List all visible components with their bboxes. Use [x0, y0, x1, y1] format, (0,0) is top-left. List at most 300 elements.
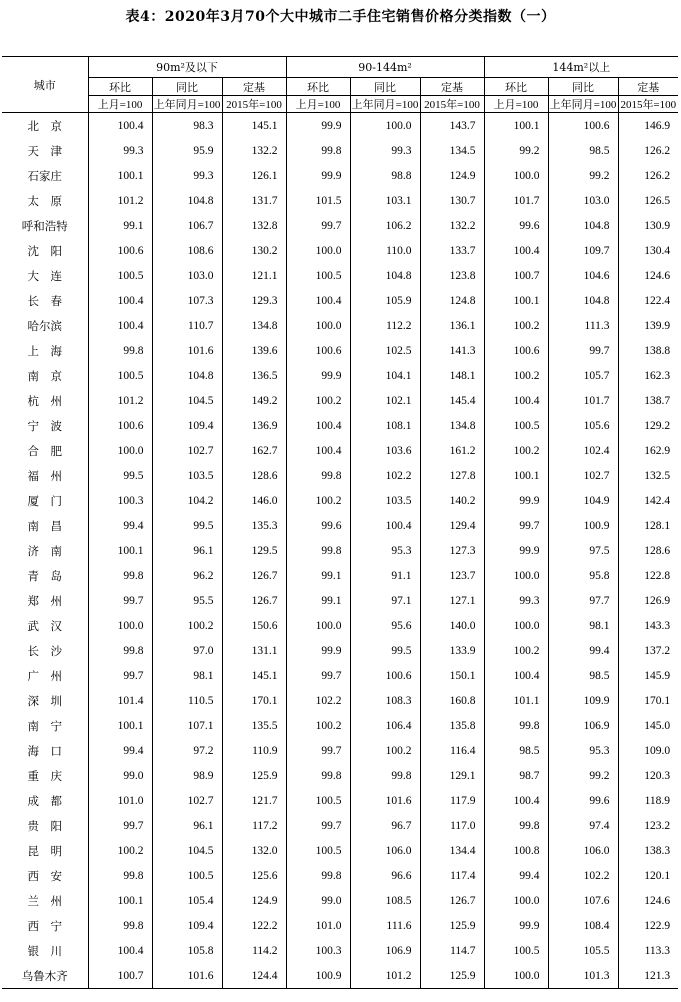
yoy-value: 97.0 [152, 638, 222, 663]
mom-value: 101.0 [286, 913, 350, 938]
fixed-base-value: 132.8 [222, 213, 286, 238]
yoy-value: 109.4 [152, 913, 222, 938]
mom-value: 100.1 [484, 288, 548, 313]
fixed-base-value: 150.6 [222, 613, 286, 638]
table-title: 表4：2020年3月70个大中城市二手住宅销售价格分类指数（一） [125, 9, 556, 25]
fixed-base-value: 126.2 [644, 144, 671, 157]
city-name: 福 州 [2, 463, 88, 488]
yoy-value: 104.5 [152, 838, 222, 863]
table-row [2, 363, 678, 388]
table-row [2, 613, 678, 638]
mom-value: 99.7 [484, 513, 548, 538]
city-name: 深 圳 [2, 688, 88, 713]
mom-value: 99.8 [286, 763, 350, 788]
yoy-value: 96.2 [152, 563, 222, 588]
yoy-value: 110.7 [152, 313, 222, 338]
mom-value: 100.4 [88, 113, 152, 139]
fixed-base-value: 138.8 [644, 344, 671, 357]
table-row [2, 288, 678, 313]
city-name: 天 津 [2, 138, 88, 163]
sub-header-yoy: 同比 [548, 78, 618, 96]
base-label-fixed: 2015年=100 [618, 96, 678, 113]
mom-value: 99.0 [286, 888, 350, 913]
yoy-value: 104.8 [152, 188, 222, 213]
mom-value: 99.9 [286, 163, 350, 188]
city-name: 重 庆 [2, 763, 88, 788]
city-name: 兰 州 [2, 888, 88, 913]
fixed-base-value: 120.3 [644, 769, 671, 782]
yoy-value: 101.7 [548, 388, 618, 413]
yoy-value: 101.6 [152, 338, 222, 363]
fixed-base-value: 124.6 [644, 269, 671, 282]
yoy-value: 106.0 [548, 838, 618, 863]
fixed-base-value: 148.1 [420, 363, 484, 388]
mom-value: 99.8 [88, 863, 152, 888]
yoy-value: 104.8 [350, 263, 420, 288]
yoy-value: 95.9 [152, 138, 222, 163]
fixed-base-value: 132.5 [644, 469, 671, 482]
yoy-value: 100.4 [350, 513, 420, 538]
mom-value: 100.3 [88, 488, 152, 513]
table-row [2, 763, 678, 788]
mom-value: 100.5 [88, 363, 152, 388]
yoy-value: 110.5 [152, 688, 222, 713]
city-name: 呼和浩特 [2, 213, 88, 238]
yoy-value: 104.2 [152, 488, 222, 513]
fixed-base-value: 114.7 [420, 938, 484, 963]
yoy-value: 107.3 [152, 288, 222, 313]
fixed-base-value: 136.9 [222, 413, 286, 438]
table-row [2, 113, 678, 139]
city-name: 长 沙 [2, 638, 88, 663]
fixed-base-value: 121.3 [618, 963, 678, 989]
mom-value: 99.8 [88, 913, 152, 938]
fixed-base-value: 129.1 [420, 763, 484, 788]
mom-value: 100.2 [484, 638, 548, 663]
mom-value: 100.4 [88, 938, 152, 963]
fixed-base-value: 117.0 [420, 813, 484, 838]
group-header-small: 90m²及以下 [88, 57, 286, 78]
table-row [2, 688, 678, 713]
mom-value: 100.4 [484, 663, 548, 688]
fixed-base-value: 130.4 [644, 244, 671, 257]
yoy-value: 98.1 [548, 613, 618, 638]
fixed-base-value: 109.0 [644, 744, 671, 757]
mom-value: 101.2 [88, 388, 152, 413]
yoy-value: 104.8 [152, 363, 222, 388]
yoy-value: 101.2 [350, 963, 420, 989]
yoy-value: 105.5 [548, 938, 618, 963]
fixed-base-value: 140.2 [420, 488, 484, 513]
yoy-value: 98.3 [152, 113, 222, 139]
mom-value: 99.8 [286, 138, 350, 163]
base-header-row [2, 96, 678, 113]
yoy-value: 91.1 [350, 563, 420, 588]
city-name: 南 宁 [2, 713, 88, 738]
table-row [2, 663, 678, 688]
yoy-value: 101.3 [548, 963, 618, 989]
yoy-value: 105.7 [548, 363, 618, 388]
city-name: 海 口 [2, 738, 88, 763]
table-row [2, 913, 678, 938]
yoy-value: 103.0 [152, 263, 222, 288]
city-name: 乌鲁木齐 [2, 963, 88, 989]
yoy-value: 104.8 [548, 213, 618, 238]
city-name: 南 京 [2, 363, 88, 388]
yoy-value: 95.5 [152, 588, 222, 613]
fixed-base-value: 143.7 [420, 113, 484, 139]
mom-value: 100.2 [484, 313, 548, 338]
mom-value: 100.6 [88, 238, 152, 263]
mom-value: 99.8 [88, 338, 152, 363]
fixed-base-value: 120.1 [644, 869, 671, 882]
table-row [2, 313, 678, 338]
yoy-value: 102.1 [350, 388, 420, 413]
yoy-value: 106.4 [350, 713, 420, 738]
mom-value: 99.9 [286, 113, 350, 139]
mom-value: 101.5 [286, 188, 350, 213]
yoy-value: 104.8 [548, 288, 618, 313]
mom-value: 100.2 [286, 388, 350, 413]
city-column-header: 城市 [2, 57, 88, 113]
mom-value: 99.4 [484, 863, 548, 888]
fixed-base-value: 126.1 [222, 163, 286, 188]
yoy-value: 111.6 [350, 913, 420, 938]
city-name: 厦 门 [2, 488, 88, 513]
yoy-value: 99.5 [152, 513, 222, 538]
mom-value: 99.2 [484, 138, 548, 163]
city-name: 银 川 [2, 938, 88, 963]
mom-value: 99.1 [286, 563, 350, 588]
mom-value: 100.4 [484, 388, 548, 413]
yoy-value: 96.1 [152, 813, 222, 838]
mom-value: 100.4 [88, 288, 152, 313]
mom-value: 100.5 [286, 263, 350, 288]
fixed-base-value: 139.6 [222, 338, 286, 363]
fixed-base-value: 122.8 [644, 569, 671, 582]
mom-value: 100.0 [484, 963, 548, 989]
mom-value: 100.7 [484, 263, 548, 288]
mom-value: 100.0 [88, 613, 152, 638]
fixed-base-value: 149.2 [222, 388, 286, 413]
sub-header-mom: 环比 [88, 78, 152, 96]
table-row [2, 463, 678, 488]
mom-value: 100.5 [286, 788, 350, 813]
mom-value: 100.0 [484, 163, 548, 188]
mom-value: 100.2 [286, 488, 350, 513]
mom-value: 100.4 [286, 288, 350, 313]
mom-value: 99.7 [88, 588, 152, 613]
yoy-value: 104.5 [152, 388, 222, 413]
fixed-base-value: 145.1 [222, 113, 286, 139]
yoy-value: 105.4 [152, 888, 222, 913]
fixed-base-value: 123.2 [644, 819, 671, 832]
mom-value: 100.4 [286, 413, 350, 438]
fixed-base-value: 123.7 [420, 563, 484, 588]
yoy-value: 98.9 [152, 763, 222, 788]
fixed-base-value: 118.9 [644, 794, 671, 807]
fixed-base-value: 146.9 [644, 119, 671, 132]
mom-value: 100.4 [484, 788, 548, 813]
fixed-base-value: 134.8 [222, 313, 286, 338]
mom-value: 99.4 [88, 738, 152, 763]
mom-value: 100.1 [484, 113, 548, 139]
yoy-value: 102.7 [548, 463, 618, 488]
mom-value: 99.1 [88, 213, 152, 238]
table-row [2, 213, 678, 238]
table-row [2, 338, 678, 363]
fixed-base-value: 138.3 [644, 844, 671, 857]
sub-header-yoy: 同比 [152, 78, 222, 96]
yoy-value: 108.6 [152, 238, 222, 263]
base-label-mom: 上月=100 [286, 96, 350, 113]
table-row [2, 888, 678, 913]
table-row [2, 638, 678, 663]
table-row [2, 563, 678, 588]
table-row [2, 438, 678, 463]
fixed-base-value: 162.3 [644, 369, 671, 382]
base-label-yoy: 上年同月=100 [152, 96, 222, 113]
fixed-base-value: 131.7 [222, 188, 286, 213]
mom-value: 99.7 [286, 663, 350, 688]
fixed-base-value: 117.4 [420, 863, 484, 888]
fixed-base-value: 140.0 [420, 613, 484, 638]
table-row [2, 788, 678, 813]
yoy-value: 97.7 [548, 588, 618, 613]
mom-value: 100.0 [286, 313, 350, 338]
yoy-value: 103.0 [548, 188, 618, 213]
fixed-base-value: 130.7 [420, 188, 484, 213]
yoy-value: 106.7 [152, 213, 222, 238]
fixed-base-value: 126.5 [644, 194, 671, 207]
yoy-value: 99.7 [548, 338, 618, 363]
mom-value: 102.2 [286, 688, 350, 713]
mom-value: 99.7 [286, 813, 350, 838]
yoy-value: 96.6 [350, 863, 420, 888]
sub-header-fixed: 定基 [618, 78, 678, 96]
yoy-value: 107.1 [152, 713, 222, 738]
mom-value: 99.8 [88, 638, 152, 663]
fixed-base-value: 114.2 [222, 938, 286, 963]
fixed-base-value: 142.4 [644, 494, 671, 507]
fixed-base-value: 145.1 [222, 663, 286, 688]
sub-header-fixed: 定基 [420, 78, 484, 96]
mom-value: 100.5 [484, 413, 548, 438]
mom-value: 99.8 [286, 463, 350, 488]
city-name: 武 汉 [2, 613, 88, 638]
yoy-value: 102.2 [350, 463, 420, 488]
yoy-value: 111.3 [548, 313, 618, 338]
mom-value: 100.2 [286, 713, 350, 738]
base-label-fixed: 2015年=100 [222, 96, 286, 113]
table-row [2, 813, 678, 838]
mom-value: 100.2 [484, 438, 548, 463]
fixed-base-value: 150.1 [420, 663, 484, 688]
mom-value: 99.7 [286, 738, 350, 763]
fixed-base-value: 129.2 [644, 419, 671, 432]
yoy-value: 104.9 [548, 488, 618, 513]
sub-header-row [2, 78, 678, 96]
fixed-base-value: 125.9 [420, 913, 484, 938]
yoy-value: 101.6 [350, 788, 420, 813]
mom-value: 100.1 [88, 713, 152, 738]
yoy-value: 96.1 [152, 538, 222, 563]
city-name: 杭 州 [2, 388, 88, 413]
city-name: 广 州 [2, 663, 88, 688]
yoy-value: 95.6 [350, 613, 420, 638]
fixed-base-value: 139.9 [644, 319, 671, 332]
table-row [2, 238, 678, 263]
mom-value: 100.3 [286, 938, 350, 963]
yoy-value: 99.3 [350, 138, 420, 163]
table-row [2, 938, 678, 963]
mom-value: 99.9 [286, 638, 350, 663]
fixed-base-value: 129.3 [222, 288, 286, 313]
sub-header-yoy: 同比 [350, 78, 420, 96]
fixed-base-value: 116.4 [420, 738, 484, 763]
fixed-base-value: 125.6 [222, 863, 286, 888]
mom-value: 99.7 [286, 213, 350, 238]
fixed-base-value: 126.7 [420, 888, 484, 913]
mom-value: 99.8 [484, 813, 548, 838]
table-row [2, 188, 678, 213]
mom-value: 99.6 [286, 513, 350, 538]
yoy-value: 102.7 [152, 788, 222, 813]
yoy-value: 100.2 [152, 613, 222, 638]
mom-value: 100.2 [88, 838, 152, 863]
mom-value: 100.5 [286, 838, 350, 863]
fixed-base-value: 126.7 [222, 563, 286, 588]
table-row [2, 963, 678, 989]
fixed-base-value: 161.2 [420, 438, 484, 463]
fixed-base-value: 128.6 [222, 463, 286, 488]
yoy-value: 100.2 [350, 738, 420, 763]
city-name: 石家庄 [2, 163, 88, 188]
city-name: 郑 州 [2, 588, 88, 613]
yoy-value: 102.7 [152, 438, 222, 463]
yoy-value: 105.9 [350, 288, 420, 313]
yoy-value: 102.4 [548, 438, 618, 463]
mom-value: 100.9 [286, 963, 350, 989]
fixed-base-value: 128.6 [644, 544, 671, 557]
mom-value: 100.1 [88, 538, 152, 563]
yoy-value: 112.2 [350, 313, 420, 338]
yoy-value: 95.8 [548, 563, 618, 588]
fixed-base-value: 125.9 [420, 963, 484, 989]
mom-value: 99.3 [484, 588, 548, 613]
yoy-value: 99.6 [548, 788, 618, 813]
city-name: 济 南 [2, 538, 88, 563]
mom-value: 99.5 [88, 463, 152, 488]
yoy-value: 106.9 [548, 713, 618, 738]
fixed-base-value: 126.7 [222, 588, 286, 613]
yoy-value: 99.5 [350, 638, 420, 663]
fixed-base-value: 135.3 [222, 513, 286, 538]
yoy-value: 97.5 [548, 538, 618, 563]
fixed-base-value: 121.7 [222, 788, 286, 813]
price-index-table [2, 56, 678, 989]
yoy-value: 95.3 [548, 738, 618, 763]
yoy-value: 104.6 [548, 263, 618, 288]
sub-header-mom: 环比 [286, 78, 350, 96]
mom-value: 99.1 [286, 588, 350, 613]
city-name: 北 京 [2, 113, 88, 139]
yoy-value: 109.9 [548, 688, 618, 713]
table-row [2, 388, 678, 413]
yoy-value: 108.5 [350, 888, 420, 913]
yoy-value: 107.6 [548, 888, 618, 913]
yoy-value: 96.7 [350, 813, 420, 838]
fixed-base-value: 130.9 [644, 219, 671, 232]
mom-value: 99.7 [88, 813, 152, 838]
fixed-base-value: 110.9 [222, 738, 286, 763]
fixed-base-value: 124.6 [644, 894, 671, 907]
yoy-value: 103.6 [350, 438, 420, 463]
yoy-value: 106.2 [350, 213, 420, 238]
city-name: 哈尔滨 [2, 313, 88, 338]
city-name: 成 都 [2, 788, 88, 813]
mom-value: 100.1 [88, 888, 152, 913]
mom-value: 100.1 [484, 463, 548, 488]
fixed-base-value: 136.1 [420, 313, 484, 338]
yoy-value: 98.5 [548, 663, 618, 688]
yoy-value: 98.8 [350, 163, 420, 188]
city-name: 贵 阳 [2, 813, 88, 838]
mom-value: 100.0 [484, 613, 548, 638]
mom-value: 99.4 [88, 513, 152, 538]
fixed-base-value: 137.2 [644, 644, 671, 657]
fixed-base-value: 134.8 [420, 413, 484, 438]
table-row [2, 738, 678, 763]
fixed-base-value: 132.2 [222, 138, 286, 163]
fixed-base-value: 127.8 [420, 463, 484, 488]
city-name: 大 连 [2, 263, 88, 288]
yoy-value: 100.5 [152, 863, 222, 888]
table-row [2, 263, 678, 288]
fixed-base-value: 160.8 [420, 688, 484, 713]
yoy-value: 101.6 [152, 963, 222, 989]
fixed-base-value: 135.8 [420, 713, 484, 738]
city-name: 太 原 [2, 188, 88, 213]
yoy-value: 100.6 [350, 663, 420, 688]
yoy-value: 100.9 [548, 513, 618, 538]
mom-value: 99.0 [88, 763, 152, 788]
mom-value: 100.5 [88, 263, 152, 288]
fixed-base-value: 133.9 [420, 638, 484, 663]
fixed-base-value: 117.2 [222, 813, 286, 838]
fixed-base-value: 127.1 [420, 588, 484, 613]
table-row [2, 588, 678, 613]
fixed-base-value: 117.9 [420, 788, 484, 813]
yoy-value: 97.2 [152, 738, 222, 763]
mom-value: 100.0 [88, 438, 152, 463]
fixed-base-value: 132.0 [222, 838, 286, 863]
fixed-base-value: 122.9 [644, 919, 671, 932]
yoy-value: 97.1 [350, 588, 420, 613]
table-row [2, 138, 678, 163]
city-name: 南 昌 [2, 513, 88, 538]
yoy-value: 103.1 [350, 188, 420, 213]
yoy-value: 99.2 [548, 163, 618, 188]
fixed-base-value: 122.2 [222, 913, 286, 938]
table-row [2, 513, 678, 538]
yoy-value: 99.8 [350, 763, 420, 788]
mom-value: 99.8 [286, 863, 350, 888]
yoy-value: 100.0 [350, 113, 420, 139]
mom-value: 100.4 [484, 238, 548, 263]
mom-value: 100.0 [286, 613, 350, 638]
fixed-base-value: 170.1 [644, 694, 671, 707]
